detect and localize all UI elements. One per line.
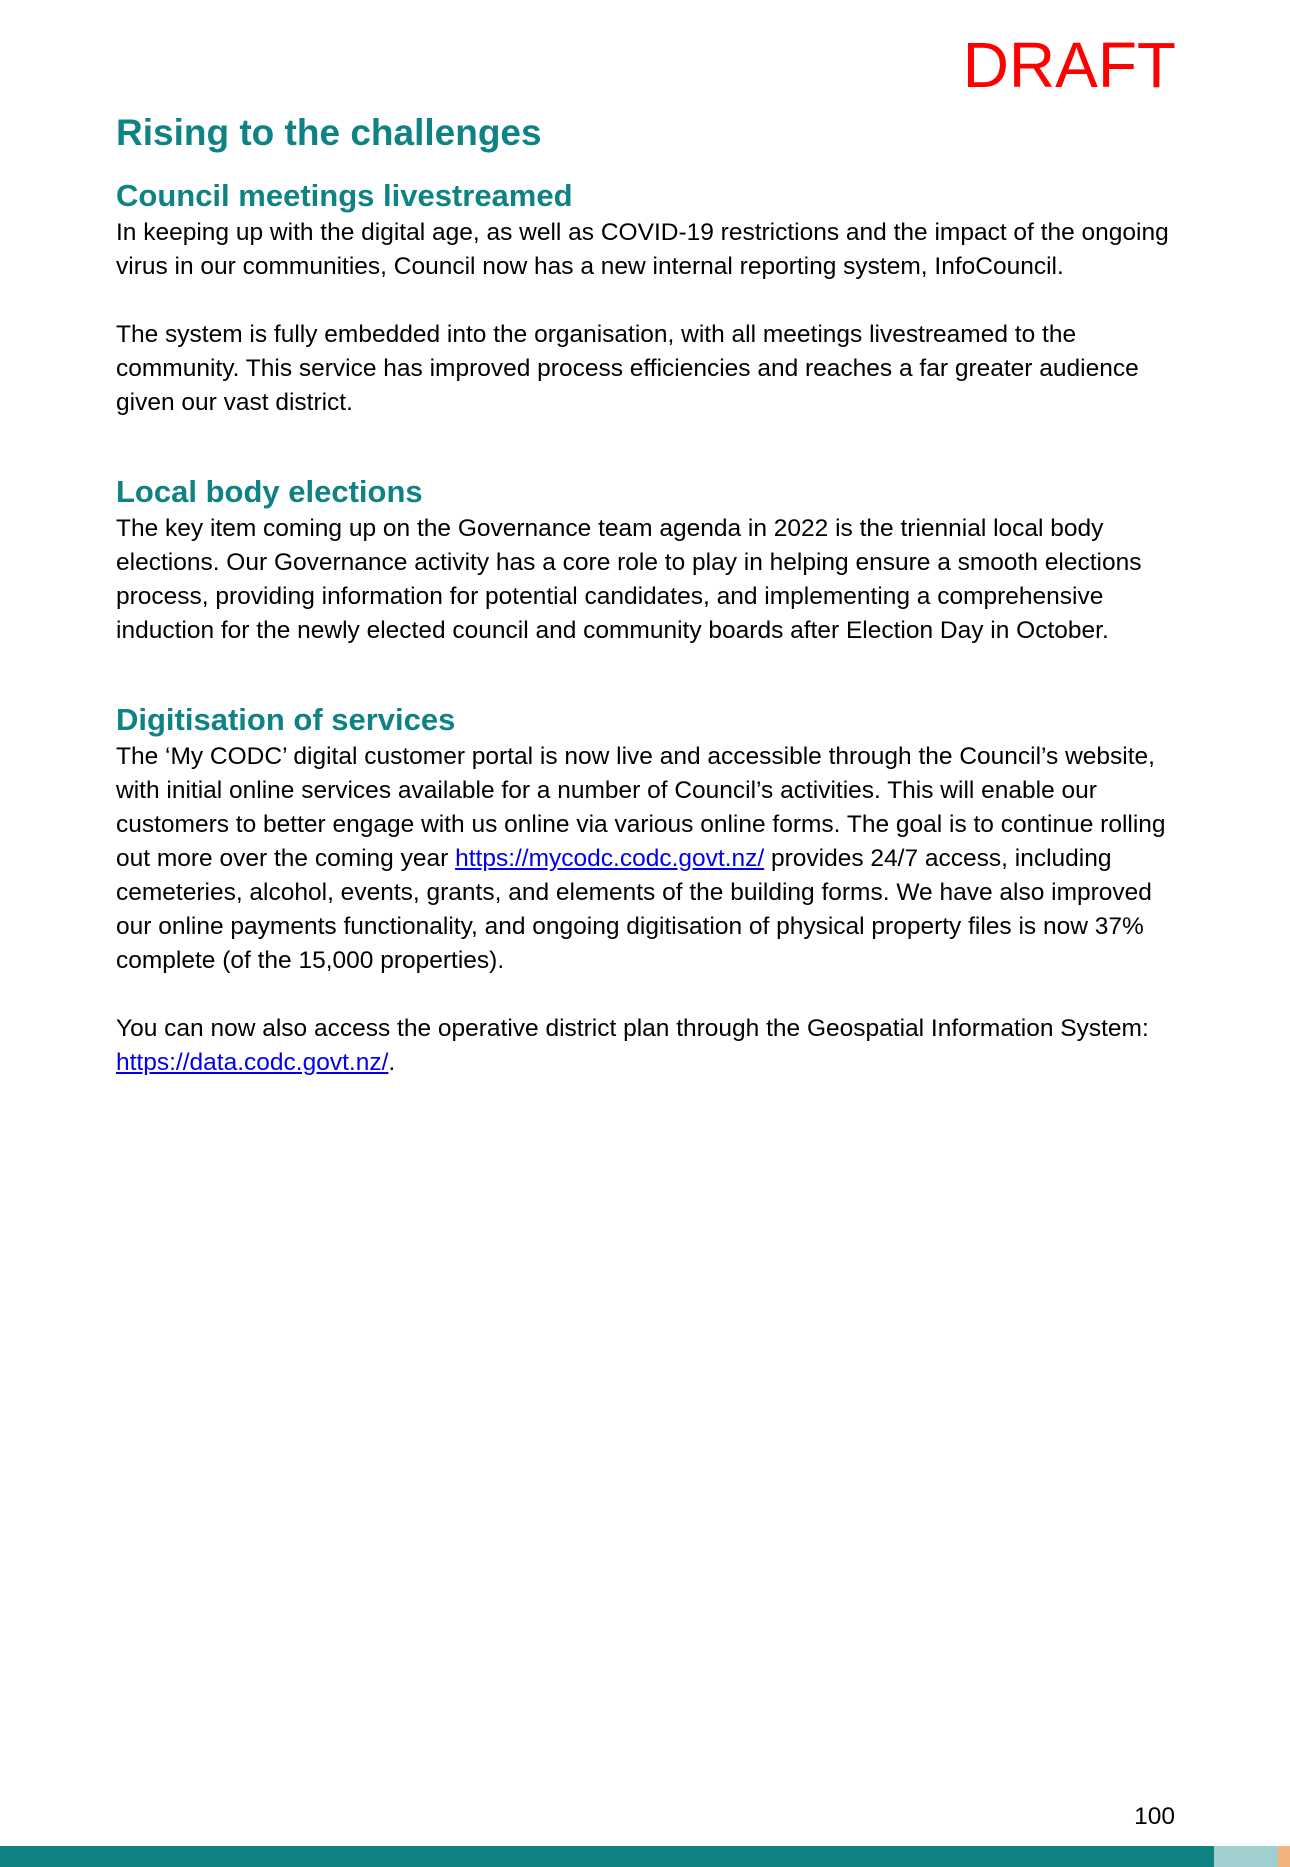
paragraph-text: . (388, 1049, 396, 1076)
paragraph (116, 1012, 1176, 1080)
section-council-meetings (116, 176, 1176, 420)
page-content (116, 110, 1176, 1080)
draft-watermark: DRAFT (962, 29, 1176, 101)
paragraph-text: The ‘My CODC’ digital customer portal is now live and accessible through the Council’s website, with initial online services available for a number of Council’s activities. This will enable our customers to better engage with us online via various online forms. The goal is to continue rolling out more over the coming year (116, 743, 1166, 872)
footer-bar (0, 1846, 1290, 1867)
section-digitisation (116, 700, 1176, 1080)
page-number: 100 (1134, 1803, 1175, 1830)
paragraph: The system is fully embedded into the organisation, with all meetings livestreamed to the community. This service has improved process efficiencies and reaches a far greater audience given our vast district. (116, 321, 1139, 416)
section-heading: Council meetings livestreamed (116, 178, 573, 213)
paragraph (116, 740, 1176, 978)
paragraph-text: You can now also access the operative district plan through the Geospatial Information System: (116, 1015, 1149, 1042)
paragraph: In keeping up with the digital age, as well as COVID-19 restrictions and the impact of the ongoing virus in our communities, Council now has a new internal reporting system, InfoCouncil. (116, 219, 1169, 280)
paragraph: The key item coming up on the Governance team agenda in 2022 is the triennial local body elections. Our Governance activity has a core role to play in helping ensure a smooth elections process, providing information for potential candidates, and implementing a comprehensive induction for the newly elected council and community boards after Election Day in October. (116, 515, 1142, 644)
paragraph-text: provides 24/7 access, including cemeteries, alcohol, events, grants, and elements of the building forms. We have also improved our online payments functionality, and ongoing digitisation of physical property files is now 37% complete (of the 15,000 properties). (116, 845, 1152, 974)
footer-bar-main (0, 1846, 1214, 1867)
footer-bar-light (1214, 1846, 1278, 1867)
footer-bar-accent (1278, 1846, 1290, 1867)
gis-data-link[interactable]: https://data.codc.govt.nz/ (116, 1049, 389, 1076)
page-title: Rising to the challenges (116, 112, 542, 153)
mycodc-portal-link[interactable]: https://mycodc.codc.govt.nz/ (455, 845, 765, 872)
section-local-body-elections (116, 472, 1176, 648)
section-heading: Digitisation of services (116, 702, 456, 737)
section-heading: Local body elections (116, 474, 423, 509)
